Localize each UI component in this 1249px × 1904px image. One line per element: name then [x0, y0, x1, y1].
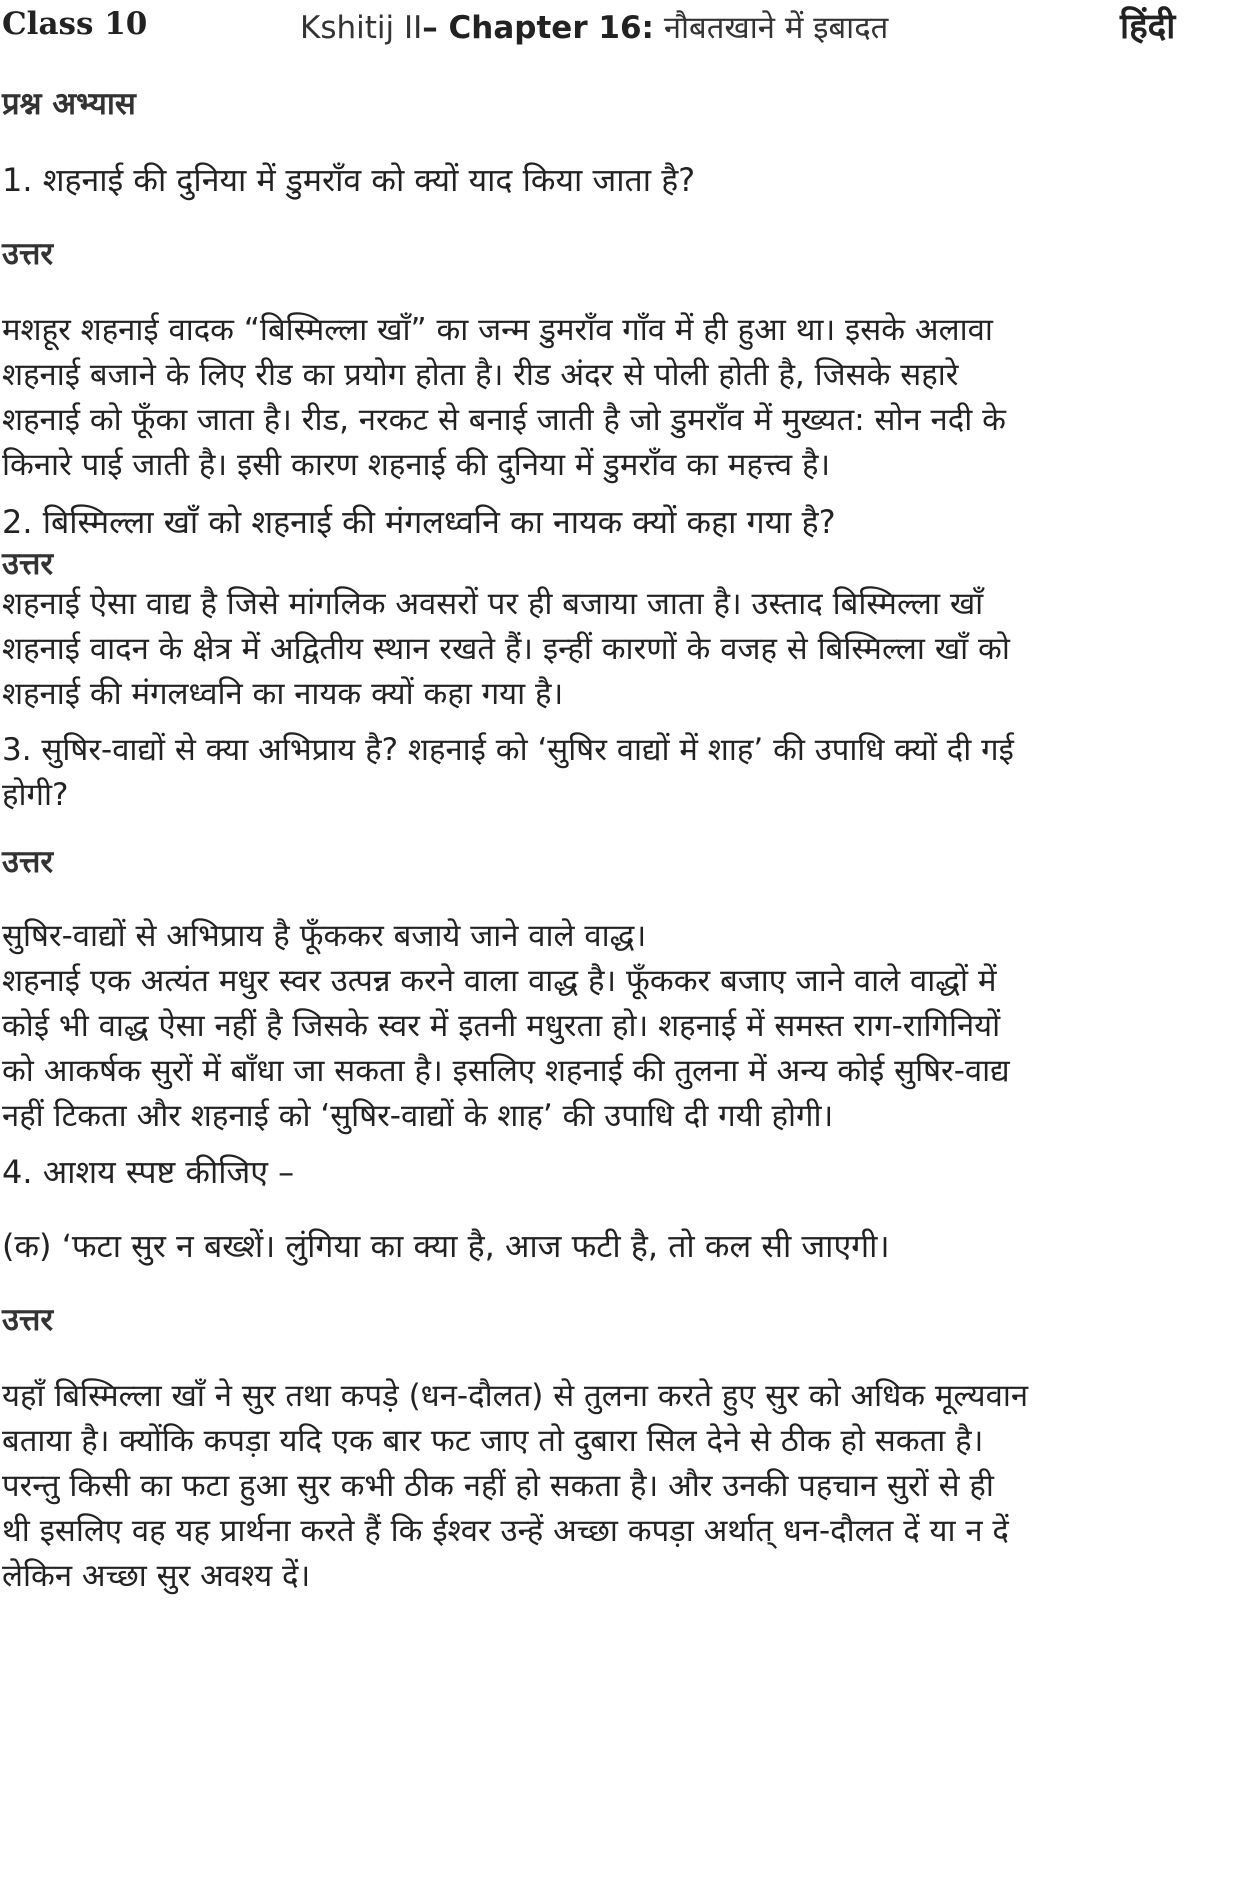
page-header	[0, 0, 1249, 60]
chapter-number: – Chapter 16:	[422, 10, 654, 46]
answer-label-2: उत्तर	[2, 546, 54, 582]
answer-label-3: उत्तर	[2, 844, 54, 880]
answer-4-line: यहाँ बिस्मिल्ला खाँ ने सुर तथा कपड़े (धन-दौलत) से तुलना करते हुए सुर को अधिक मूल्यवान	[2, 1378, 1029, 1414]
answer-1-line: मशहूर शहनाई वादक “बिस्मिल्ला खाँ” का जन्म डुमराँव गाँव में ही हुआ था। इसके अलावा	[2, 312, 993, 348]
chapter-heading	[300, 6, 888, 48]
question-3-line: होगी?	[2, 777, 69, 813]
answer-3-line: सुषिर-वाद्यों से अभिप्राय है फूँककर बजाये जाने वाले वाद्ध।	[2, 918, 647, 954]
answer-label-4: उत्तर	[2, 1302, 54, 1338]
answer-3	[2, 914, 1242, 1139]
answer-2-line: शहनाई की मंगलध्वनि का नायक क्यों कहा गया है।	[2, 676, 564, 712]
answer-3-line: नहीं टिकता और शहनाई को ‘सुषिर-वाद्यों के शाह’ की उपाधि दी गयी होगी।	[2, 1098, 834, 1134]
answer-1-line: शहनाई बजाने के लिए रीड का प्रयोग होता है। रीड अंदर से पोली होती है, जिसके सहारे	[2, 357, 959, 393]
question-4-part-a: (क) ‘फटा सुर न बख्शें। लुंगिया का क्या है, आज फटी है, तो कल सी जाएगी।	[2, 1227, 890, 1265]
question-4: 4. आशय स्पष्ट कीजिए –	[2, 1153, 295, 1191]
answer-1-line: किनारे पाई जाती है। इसी कारण शहनाई की दुनिया में डुमराँव का महत्त्व है।	[2, 447, 831, 483]
answer-4-line: परन्तु किसी का फटा हुआ सुर कभी ठीक नहीं हो सकता है। और उनकी पहचान सुरों से ही	[2, 1468, 994, 1504]
subject-label: हिंदी	[1120, 7, 1176, 47]
question-3	[2, 728, 1242, 818]
answer-label-1: उत्तर	[2, 236, 54, 272]
answer-2	[2, 582, 1242, 717]
answer-1-line: शहनाई को फूँका जाता है। रीड, नरकट से बनाई जाती है जो डुमराँव में मुख्यत: सोन नदी के	[2, 402, 1006, 438]
answer-3-line: कोई भी वाद्ध ऐसा नहीं है जिसके स्वर में इतनी मधुरता हो। शहनाई में समस्त राग-रागिनियों	[2, 1008, 1001, 1044]
answer-4	[2, 1374, 1242, 1599]
answer-4-line: थी इसलिए वह यह प्रार्थना करते हैं कि ईश्वर उन्हें अच्छा कपड़ा अर्थात् धन-दौलत दें या न दें	[2, 1513, 1009, 1549]
question-1: 1. शहनाई की दुनिया में डुमराँव को क्यों याद किया जाता है?	[2, 161, 696, 199]
answer-4-line: बताया है। क्योंकि कपड़ा यदि एक बार फट जाए तो दुबारा सिल देने से ठीक हो सकता है।	[2, 1423, 984, 1459]
answer-1	[2, 308, 1242, 488]
answer-2-line: शहनाई वादन के क्षेत्र में अद्वितीय स्थान रखते हैं। इन्हीं कारणों के वजह से बिस्मिल्ला खाँ को	[2, 631, 1010, 667]
question-3-line: 3. सुषिर-वाद्यों से क्या अभिप्राय है? शहनाई को ‘सुषिर वाद्यों में शाह’ की उपाधि क्यों दी गई	[2, 732, 1014, 768]
answer-3-line: शहनाई एक अत्यंत मधुर स्वर उत्पन्न करने वाला वाद्ध है। फूँककर बजाए जाने वाले वाद्धों में	[2, 963, 997, 999]
answer-3-line: को आकर्षक सुरों में बाँधा जा सकता है। इसलिए शहनाई की तुलना में अन्य कोई सुषिर-वाद्य	[2, 1053, 1010, 1089]
answer-4-line: लेकिन अच्छा सुर अवश्य दें।	[2, 1558, 311, 1594]
question-2: 2. बिस्मिल्ला खाँ को शहनाई की मंगलध्वनि का नायक क्यों कहा गया है?	[2, 503, 836, 541]
section-title: प्रश्न अभ्यास	[2, 86, 136, 122]
answer-2-line: शहनाई ऐसा वाद्य है जिसे मांगलिक अवसरों पर ही बजाया जाता है। उस्ताद बिस्मिल्ला खाँ	[2, 586, 984, 622]
class-label: Class 10	[2, 6, 148, 42]
chapter-title: नौबतखाने में इबादत	[663, 10, 889, 46]
book-name: Kshitij II	[300, 10, 423, 46]
